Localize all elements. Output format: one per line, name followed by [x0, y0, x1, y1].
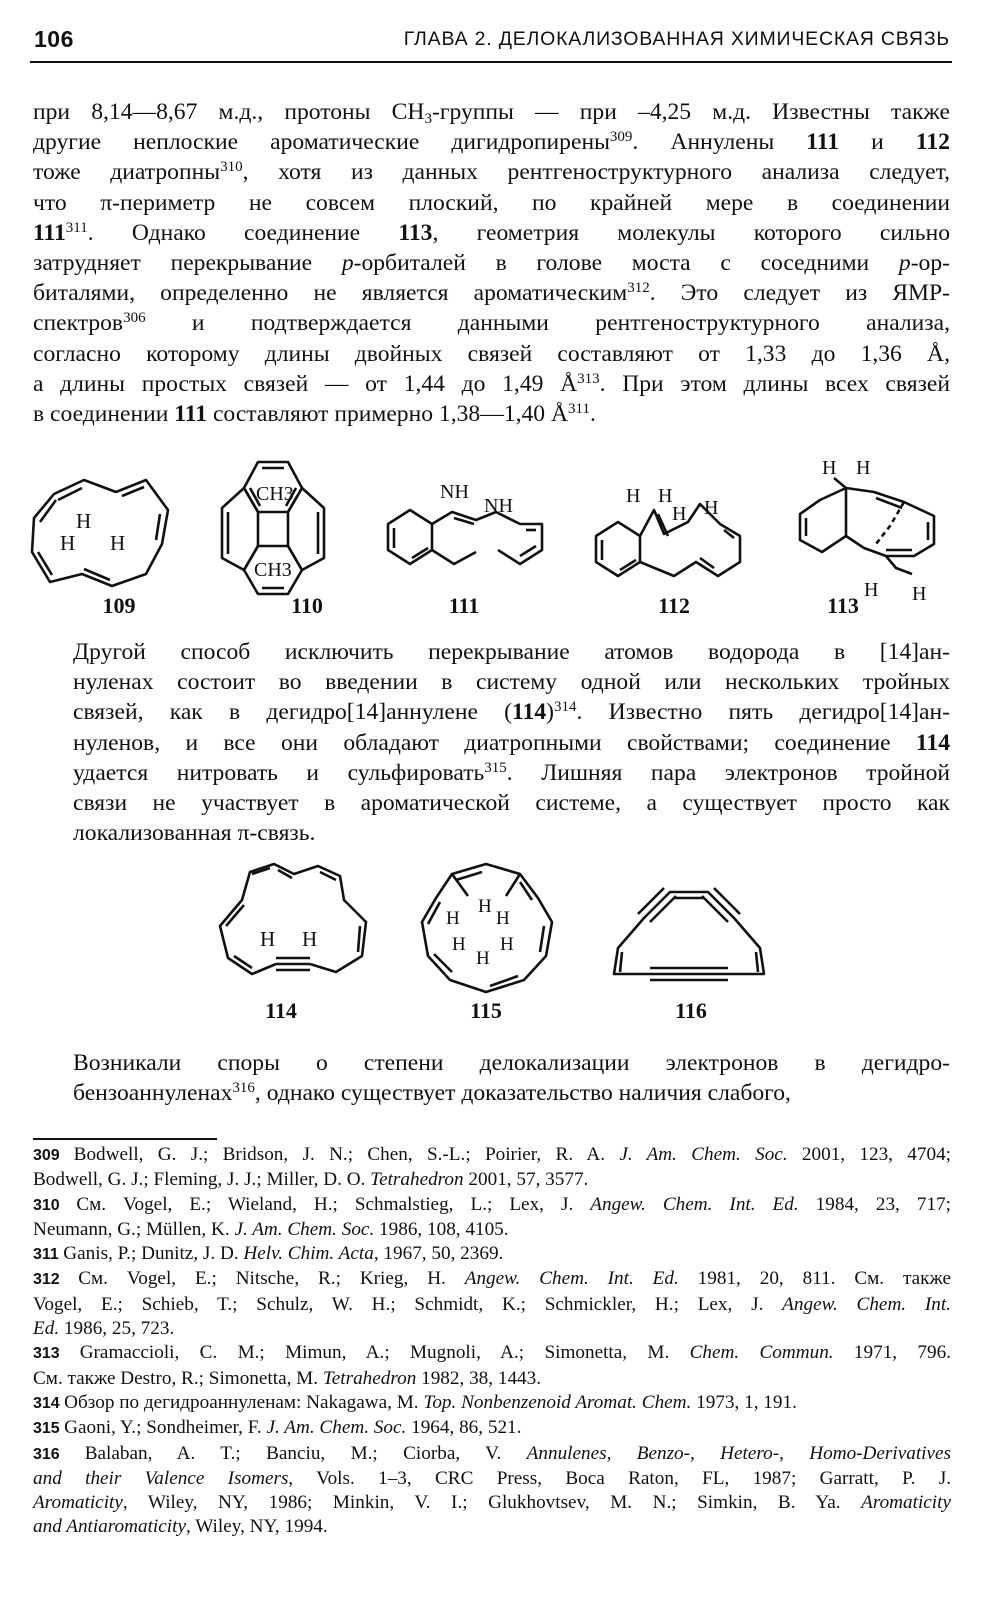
paragraph-1 [33, 97, 950, 429]
atom-h: H [658, 485, 673, 507]
running-header [30, 22, 950, 58]
footnote-line: and Antiaromaticity, Wiley, NY, 1994. [33, 1516, 328, 1538]
header-rule [30, 61, 952, 63]
atom-h: H [476, 948, 490, 969]
paragraph-3 [33, 1048, 950, 1108]
atom-ch3: CH3 [256, 483, 294, 505]
footnote-line: 316 Balaban, A. T.; Banciu, M.; Ciorba, V. Annulenes, Benzo-, Hetero-, Homo-Derivatives [33, 1442, 952, 1464]
footnote-line: См. также Destro, R.; Simonetta, M. Tetrahedron 1982, 38, 1443. [33, 1367, 542, 1389]
footnote-line: 313 Gramaccioli, C. M.; Mimun, A.; Mugnoli, A.; Simonetta, M. Chem. Commun. 1971, 796. [33, 1342, 952, 1364]
footnote-number: 316 [33, 1445, 85, 1463]
footnote-line: Ed. 1986, 25, 723. [33, 1318, 175, 1340]
footnote-number: 309 [33, 1147, 74, 1164]
atom-h: H [672, 503, 687, 525]
footnote-line: and their Valence Isomers, Vols. 1–3, CRC Press, Boca Raton, FL, 1987; Garratt, P. J. [33, 1467, 951, 1489]
compound-label-112: 112 [658, 593, 690, 618]
footnote-line: 314 Обзор по дегидроаннуленам: Nakagawa, M. Top. Nonbenzenoid Aromat. Chem. 1973, 1, 191. [33, 1391, 797, 1413]
footnote-number: 311 [33, 1246, 64, 1264]
atom-h: H [478, 896, 492, 917]
footnote-309 [33, 1143, 951, 1193]
chapter-title: ГЛАВА 2. ДЕЛОКАЛИЗОВАННАЯ ХИМИЧЕСКАЯ СВЯЗЬ [403, 28, 950, 50]
page-number: 106 [34, 26, 74, 52]
compound-label-109: 109 [102, 593, 136, 618]
footnote-line: Aromaticity, Wiley, NY, 1986; Minkin, V. I.; Glukhovtsev, M. N.; Simkin, B. Ya. Aromaticity [33, 1492, 951, 1514]
footnote-line: Bodwell, G. J.; Fleming, J. J.; Miller, D. O. Tetrahedron 2001, 57, 3577. [33, 1169, 589, 1191]
footnote-number: 314 [33, 1394, 65, 1412]
atom-h: H [302, 927, 318, 951]
text-line: что π-периметр не совсем плоский, по крайней мере в соединении [33, 189, 950, 216]
compound-label-113: 113 [827, 593, 859, 618]
footnote-316 [33, 1442, 951, 1540]
structure-109 [26, 470, 176, 590]
footnote-number: 310 [33, 1196, 77, 1214]
text-line: удается нитровать и сульфировать$^{315}$. Лишняя пара электронов тройной [73, 759, 950, 786]
compound-label-111: 111 [448, 593, 480, 618]
atom-h: H [704, 497, 719, 519]
footnote-line: 309 Bodwell, G. J.; Bridson, J. N.; Chen, S.-L.; Poirier, R. A. J. Am. Chem. Soc. 2001, 123, 4704; [33, 1144, 951, 1165]
footnote-number: 312 [33, 1271, 79, 1289]
footnote-314 [33, 1391, 951, 1416]
text-line: связи не участвует в ароматической системе, а существует просто как [73, 790, 950, 817]
footnote-line: 310 См. Vogel, E.; Wieland, H.; Schmalstieg, L.; Lex, J. Angew. Chem. Int. Ed. 1984, 23, 717; [33, 1193, 951, 1215]
footnote-315 [33, 1416, 951, 1441]
footnote-line: 311 Ganis, P.; Dunitz, J. D. Helv. Chim. Acta, 1967, 50, 2369. [33, 1243, 504, 1265]
text-line: в соединении 111 составляют примерно 1,38—1,40 $Å^{311}$. [33, 400, 596, 428]
atom-nh: NH [440, 481, 469, 503]
structure-115 [412, 860, 562, 996]
atom-nh: NH [484, 495, 513, 517]
text-line: бензоаннуленах$^{316}$, однако существует доказательство наличия слабого, [73, 1079, 791, 1107]
atom-h: H [76, 509, 92, 533]
compound-label-114: 114 [265, 998, 297, 1023]
compound-label-116: 116 [675, 998, 707, 1023]
text-line: другие неплоские ароматические дигидропирены$^{309}$. Аннулены 111 и 112 [33, 128, 950, 156]
structure-112 [588, 474, 748, 589]
text-line: нуленах состоит во введении в систему одной или нескольких тройных [73, 669, 950, 696]
text-line: затрудняет перекрывание p-орбиталей в голове моста с соседними p-ор- [33, 250, 950, 277]
text-line: локализованная π-связь. [73, 820, 316, 847]
text-line: тоже диатропны$^{310}$, хотя из данных рентгеноструктурного анализа следует, [33, 159, 951, 186]
atom-h: H [496, 908, 510, 929]
text-line: биталями, определенно не является ароматическим$^{312}$. Это следует из ЯМР- [33, 279, 951, 307]
structure-110 [214, 454, 334, 604]
footnote-312 [33, 1267, 951, 1341]
atom-h: H [500, 934, 514, 955]
atom-h: H [912, 583, 927, 605]
footnote-line: 315 Gaoni, Y.; Sondheimer, F. J. Am. Chem. Soc. 1964, 86, 521. [33, 1417, 522, 1439]
compound-label-115: 115 [470, 998, 502, 1023]
structure-114 [214, 860, 372, 984]
text-line: а длины простых связей — от 1,44 до 1,49 $Å^{313}$. При этом длины всех связей [33, 370, 950, 397]
text-line: связей, как в дегидро[14]аннулене $(114)^{314}$. Известно пять дегидро[14]ан- [73, 699, 950, 726]
footnote-number: 313 [33, 1345, 80, 1363]
atom-h: H [864, 579, 879, 601]
atom-h: H [60, 531, 76, 555]
text-line: Возникали споры о степени делокализации электронов в дегидро- [73, 1050, 950, 1076]
text-line: $111^{311}$. Однако соединение 113, геометрия молекулы которого сильно [33, 219, 950, 246]
text-line: нуленов, и все они обладают диатропными свойствами; соединение 114 [73, 729, 950, 756]
structure-111 [380, 474, 550, 584]
compound-label-110: 110 [291, 593, 323, 618]
text-line: при 8,14—8,67 м.д., протоны $CH_3$-группы — при –4,25 м.д. Известны также [33, 99, 951, 127]
footnote-number: 315 [33, 1420, 65, 1438]
footnote-rule [33, 1138, 217, 1140]
footnote-line: 312 См. Vogel, E.; Nitsche, R.; Krieg, H. Angew. Chem. Int. Ed. 1981, 20, 811. См. также [33, 1268, 951, 1290]
footnote-line: Vogel, E.; Schieb, T.; Schulz, W. H.; Schmidt, K.; Schmickler, H.; Lex, J. Angew. Chem. Int. [33, 1293, 951, 1315]
footnote-line: Neumann, G.; Müllen, K. J. Am. Chem. Soc. 1986, 108, 4105. [33, 1218, 509, 1240]
text-line: согласно которому длины двойных связей составляют от 1,33 до 1,36 Å, [33, 340, 950, 367]
structure-113 [794, 456, 954, 606]
atom-h: H [452, 934, 466, 955]
structure-116 [608, 878, 770, 988]
atom-h: H [260, 927, 276, 951]
text-line: Другой способ исключить перекрывание атомов водорода в [14]ан- [73, 639, 950, 665]
footnotes [33, 1143, 951, 1540]
atom-h: H [856, 457, 871, 479]
atom-ch3: CH3 [254, 559, 292, 581]
footnote-310 [33, 1193, 951, 1243]
atom-h: H [110, 531, 126, 555]
footnote-313 [33, 1341, 951, 1391]
atom-h: H [446, 908, 460, 929]
paragraph-2 [33, 637, 950, 848]
atom-h: H [626, 485, 641, 507]
footnote-311 [33, 1242, 951, 1267]
text-line: спектров$^{306}$ и подтверждается данными рентгеноструктурного анализа, [33, 310, 950, 337]
atom-h: H [822, 457, 837, 479]
